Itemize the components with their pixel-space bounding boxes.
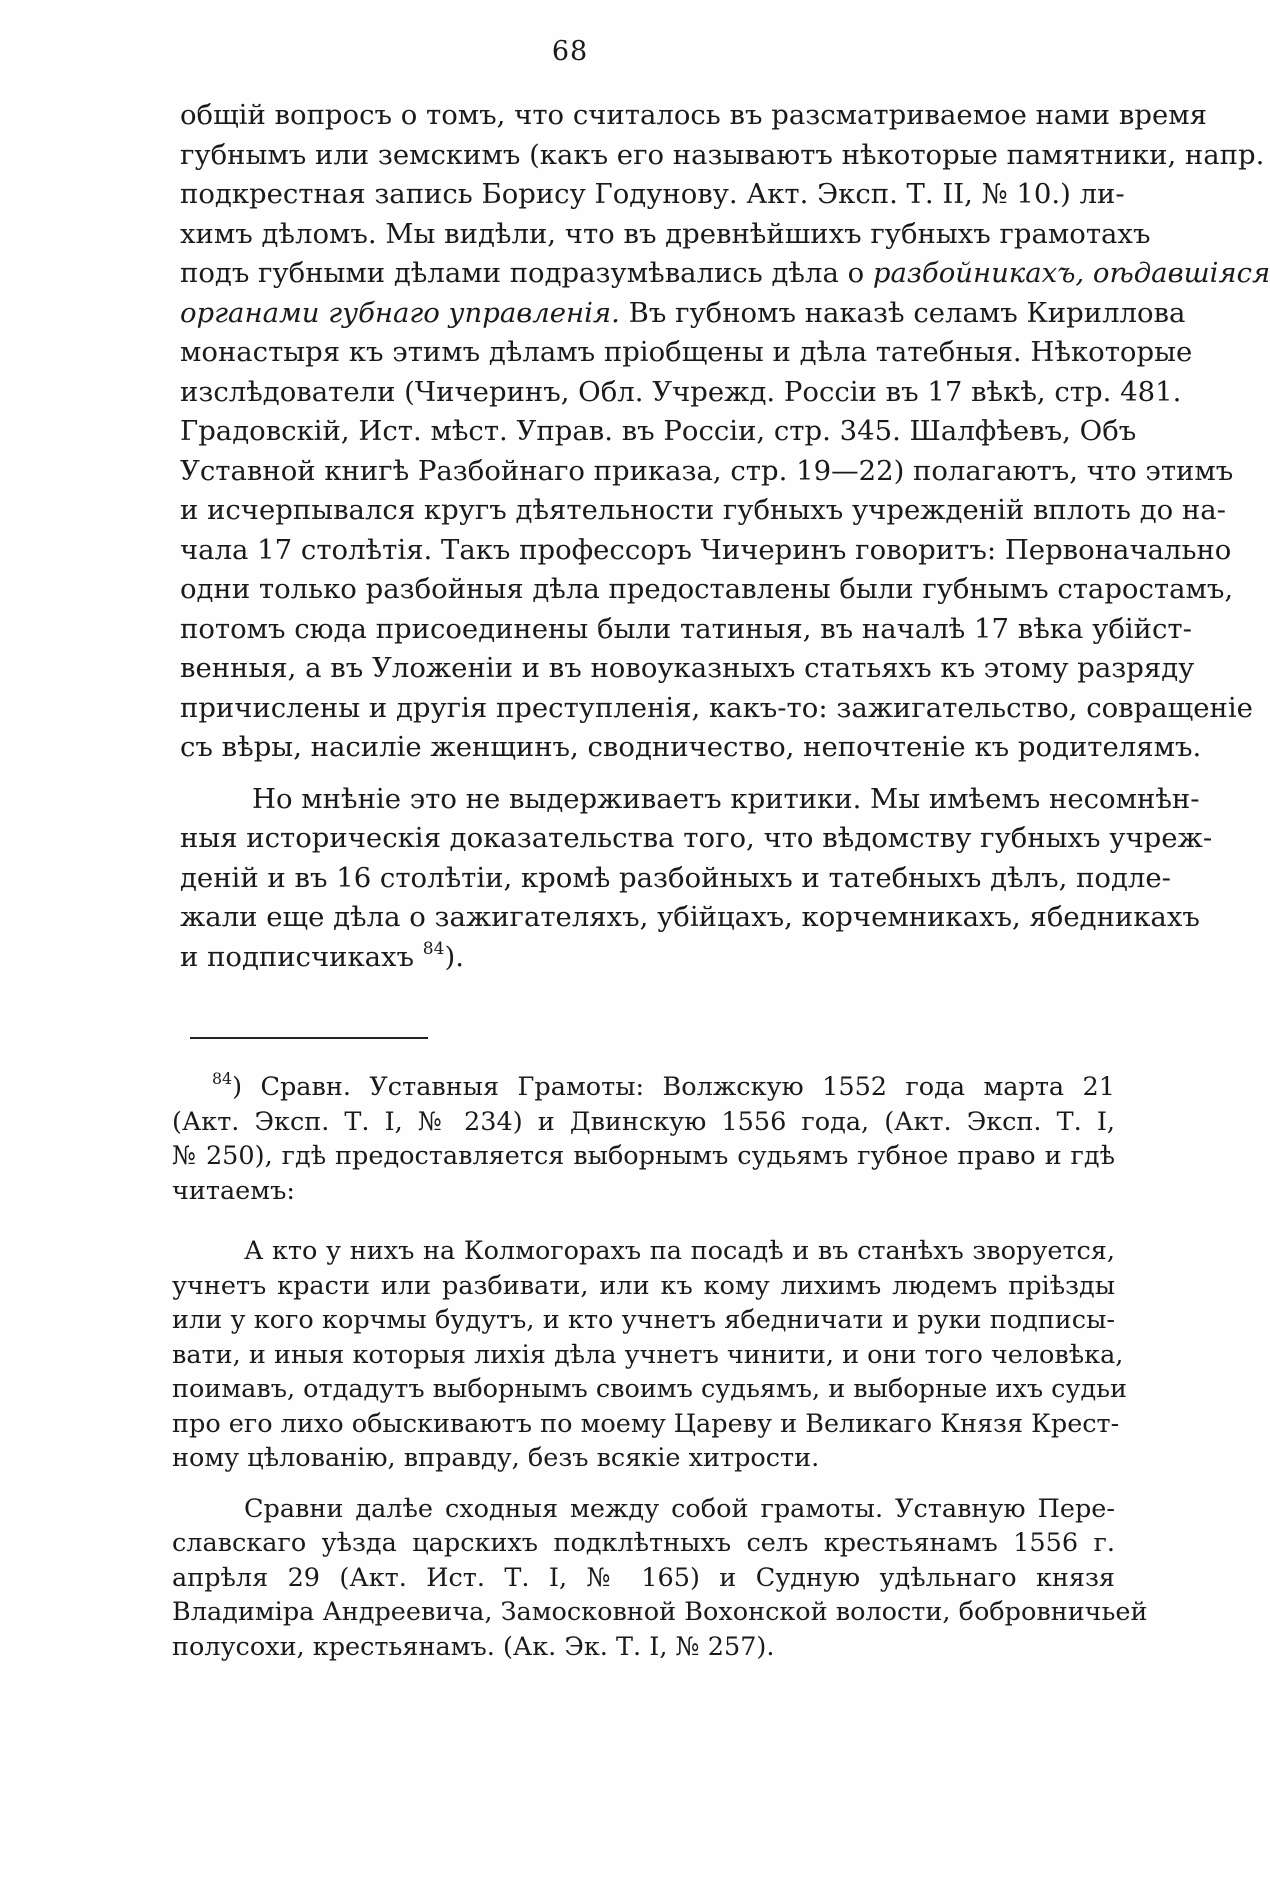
- text-line: и исчерпывался кругъ дѣятельности губныхъ учрежденій вплоть до на-: [180, 494, 1226, 526]
- text-line: вати, и иныя которыя лихія дѣла учнетъ чинити, и они того человѣка,: [172, 1339, 1124, 1370]
- text-line: Владиміра Андреевича, Замосковной Вохонской волости, бобровничьей: [172, 1597, 1148, 1627]
- text-line: потомъ сюда присоединены были татиныя, въ началѣ 17 вѣка убійст-: [180, 612, 1192, 645]
- text-line: общій вопросъ о томъ, что считалось въ разсматриваемое нами время: [180, 99, 1207, 131]
- paragraph-2: [180, 780, 1213, 978]
- text-line: ныя историческія доказательства того, что вѣдомству губныхъ учреж-: [180, 822, 1213, 854]
- text-line: учнетъ красти или разбивати, или къ кому лихимъ людемъ пріѣзды: [172, 1270, 1115, 1301]
- text-line: полусохи, крестьянамъ. (Ак. Эк. Т. I, № 257).: [172, 1631, 775, 1662]
- text-line: [180, 254, 1270, 294]
- footnotes: [172, 1068, 1148, 1664]
- text-line: славскаго уѣзда царскихъ подклѣтныхъ селъ крестьянамъ 1556 г.: [172, 1528, 1115, 1558]
- footnote-intro: [172, 1070, 1115, 1208]
- text-line: Градовскій, Ист. мѣст. Управ. въ Россіи, стр. 345. Шалфѣевъ, Объ: [180, 415, 1137, 447]
- text-line: чала 17 столѣтія. Такъ профессоръ Чичеринъ говоритъ: Первоначально: [180, 533, 1232, 566]
- text-line: про его лихо обыскиваютъ по моему Цареву и Великаго Князя Крест-: [172, 1408, 1120, 1439]
- text-line: читаемъ:: [172, 1175, 295, 1206]
- text-line: [180, 294, 1186, 334]
- text-line: [172, 1070, 1115, 1105]
- text-line: Уставной книгѣ Разбойнаго приказа, стр. 19—22) полагаютъ, что этимъ: [180, 454, 1234, 487]
- main-text: [180, 96, 1270, 977]
- text-line: № 250), гдѣ предоставляется выборнымъ судьямъ губное право и гдѣ: [172, 1141, 1115, 1171]
- page-number: 68: [551, 36, 589, 67]
- text-line: Но мнѣніе это не выдерживаетъ критики. Мы имѣемъ несомнѣн-: [252, 782, 1200, 815]
- footnote-divider: [190, 1037, 428, 1039]
- text-line: жали еще дѣла о зажигателяхъ, убійцахъ, корчемникахъ, ябедникахъ: [180, 901, 1200, 933]
- text-line: Сравни далѣе сходныя между собой грамоты. Уставную Пере-: [244, 1493, 1115, 1524]
- text-line: А кто у нихъ на Колмогорахъ па посадѣ и въ станѣхъ зворуется,: [244, 1236, 1115, 1266]
- text-line: изслѣдователи (Чичеринъ, Обл. Учрежд. Россіи въ 17 вѣкѣ, стр. 481.: [180, 375, 1182, 408]
- italic-span: разбойникахъ, оѣдавшіяся: [872, 257, 1270, 289]
- text-line: венныя, а въ Уложеніи и въ новоуказныхъ статьяхъ къ этому разряду: [180, 652, 1195, 684]
- text-line: одни только разбойныя дѣла предоставлены были губнымъ старостамъ,: [180, 573, 1234, 605]
- text-line: или у кого корчмы будутъ, и кто учнетъ ябедничати и руки подписы-: [172, 1305, 1115, 1335]
- text-span: Въ губномъ наказѣ селамъ Кириллова: [619, 296, 1186, 329]
- text-span: и подписчикахъ: [180, 940, 415, 973]
- text-line: [180, 938, 1113, 978]
- footnote-quote: [172, 1234, 1128, 1476]
- text-line: (Акт. Эксп. Т. I, № 234) и Двинскую 1556 года, (Акт. Эксп. Т. I,: [172, 1106, 1115, 1137]
- text-line: химъ дѣломъ. Мы видѣли, что въ древнѣйшихъ губныхъ грамотахъ: [180, 217, 1151, 250]
- text-span: ).: [444, 940, 464, 973]
- text-span: ) Сравн. Уставныя Грамоты: Волжскую 1552 года марта 21: [232, 1072, 1115, 1102]
- text-span: подъ губными дѣлами подразумѣвались дѣла о: [180, 257, 865, 289]
- text-line: поимавъ, отдадутъ выборнымъ своимъ судьямъ, и выборные ихъ судьи: [172, 1374, 1128, 1404]
- text-line: губнымъ или земскимъ (какъ его называютъ нѣкоторые памятники, напр.: [180, 138, 1265, 171]
- text-line: причислены и другія преступленія, какъ-то: зажигательство, совращеніе: [180, 691, 1253, 724]
- text-line: ному цѣлованію, вправду, безъ всякіе хитрости.: [172, 1443, 820, 1473]
- footnote-compare: [172, 1492, 1148, 1665]
- paragraph-1: [180, 96, 1270, 768]
- footnote-reference[interactable]: 84: [422, 938, 445, 959]
- text-line: подкрестная запись Борису Годунову. Акт. Эксп. Т. II, № 10.) ли-: [180, 178, 1125, 210]
- text-line: съ вѣры, насиліе женщинъ, сводничество, непочтеніе къ родителямъ.: [180, 731, 1202, 763]
- footnote-marker: 84: [212, 1068, 233, 1088]
- text-line: деній и въ 16 столѣтіи, кромѣ разбойныхъ и татебныхъ дѣлъ, подле-: [180, 861, 1171, 894]
- italic-span: органами губнаго управленія.: [180, 296, 620, 329]
- text-line: апрѣля 29 (Акт. Ист. Т. I, № 165) и Судную удѣльнаго князя: [172, 1562, 1115, 1593]
- text-line: монастыря къ этимъ дѣламъ пріобщены и дѣла татебныя. Нѣкоторые: [180, 336, 1193, 368]
